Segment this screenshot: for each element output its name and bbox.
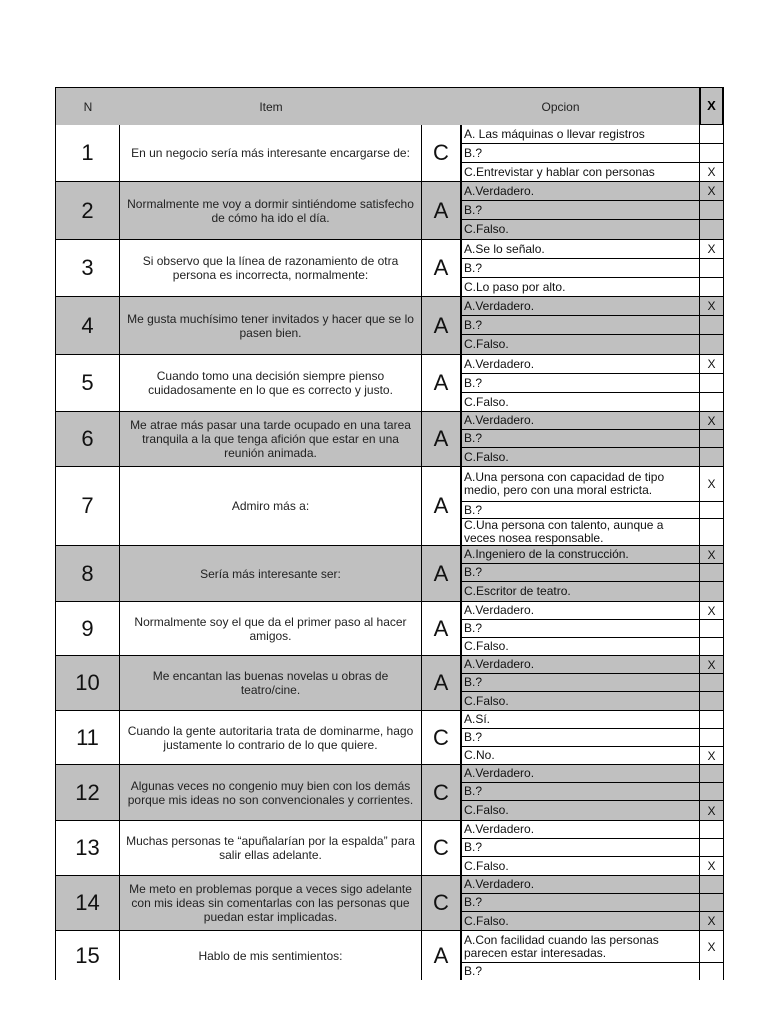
- item-number: 3: [56, 240, 120, 297]
- option-mark-cell[interactable]: [700, 711, 724, 729]
- option-text: B.?: [461, 502, 700, 519]
- item-answer-letter: C: [422, 711, 461, 765]
- item-number: 14: [56, 876, 120, 931]
- option-text: C.Falso.: [461, 692, 700, 711]
- option-text: B.?: [461, 620, 700, 638]
- item-answer-letter: A: [422, 182, 461, 240]
- item-answer-letter: A: [422, 602, 461, 656]
- option-mark-cell[interactable]: X: [700, 182, 724, 201]
- option-text: C.Falso.: [461, 638, 700, 656]
- option-mark-cell[interactable]: [700, 765, 724, 783]
- option-text: B.?: [461, 839, 700, 857]
- item-question: Normalmente me voy a dormir sintiéndome satisfecho de cómo ha ido el día.: [120, 182, 422, 240]
- item-number: 15: [56, 931, 120, 980]
- item-answer-letter: A: [422, 546, 461, 602]
- option-mark-cell[interactable]: X: [700, 602, 724, 620]
- option-text: B.?: [461, 783, 700, 801]
- item-question: Me gusta muchísimo tener invitados y hacer que se lo pasen bien.: [120, 297, 422, 355]
- option-text: C.Escritor de teatro.: [461, 582, 700, 602]
- option-mark-cell[interactable]: [700, 620, 724, 638]
- option-mark-cell[interactable]: [700, 374, 724, 393]
- item-question: Me encantan las buenas novelas u obras de teatro/cine.: [120, 656, 422, 711]
- option-text: B.?: [461, 564, 700, 582]
- item-number: 9: [56, 602, 120, 656]
- table-row: [56, 467, 724, 546]
- item-question: Me atrae más pasar una tarde ocupado en una tarea tranquila a la que tenga afición que estar en una reunión animada.: [120, 412, 422, 467]
- option-text: B.?: [461, 729, 700, 747]
- option-mark-cell[interactable]: X: [700, 163, 724, 182]
- option-mark-cell[interactable]: [700, 582, 724, 602]
- option-text: A.Verdadero.: [461, 297, 700, 316]
- table-row: [56, 711, 724, 765]
- header-x: X: [699, 87, 724, 126]
- table-row: [56, 765, 724, 821]
- option-mark-cell[interactable]: [700, 335, 724, 355]
- option-text: B.?: [461, 144, 700, 163]
- option-text: C.Falso.: [461, 801, 700, 821]
- option-mark-cell[interactable]: X: [700, 355, 724, 374]
- option-text: A.Verdadero.: [461, 602, 700, 620]
- item-number: 2: [56, 182, 120, 240]
- option-text: C.Falso.: [461, 335, 700, 355]
- option-mark-cell[interactable]: [700, 502, 724, 519]
- option-text: C.Falso.: [461, 393, 700, 412]
- table-row: [56, 355, 724, 412]
- option-text: B.?: [461, 316, 700, 335]
- table-row: [56, 125, 724, 182]
- table-row: [56, 297, 724, 355]
- option-mark-cell[interactable]: [700, 692, 724, 711]
- item-number: 11: [56, 711, 120, 765]
- option-mark-cell[interactable]: [700, 316, 724, 335]
- table-row: [56, 821, 724, 876]
- item-question: Si observo que la línea de razonamiento de otra persona es incorrecta, normalmente:: [120, 240, 422, 297]
- option-mark-cell[interactable]: X: [700, 747, 724, 765]
- option-text: C.Falso.: [461, 857, 700, 876]
- item-answer-letter: C: [422, 876, 461, 931]
- option-text: A.Verdadero.: [461, 355, 700, 374]
- item-number: 13: [56, 821, 120, 876]
- option-mark-cell[interactable]: [700, 259, 724, 278]
- item-question: Me meto en problemas porque a veces sigo adelante con mis ideas sin comentarlas con las personas que puedan estar implicadas.: [120, 876, 422, 931]
- item-question: Algunas veces no congenio muy bien con los demás porque mis ideas no son convencionales y corrientes.: [120, 765, 422, 821]
- option-mark-cell[interactable]: X: [700, 857, 724, 876]
- item-answer-letter: A: [422, 467, 461, 546]
- item-answer-letter: C: [422, 821, 461, 876]
- table-header: [56, 88, 724, 125]
- option-text: B.?: [461, 430, 700, 448]
- option-mark-cell[interactable]: X: [700, 546, 724, 564]
- questionnaire-table: [55, 87, 724, 980]
- option-text: B.?: [461, 894, 700, 912]
- item-number: 1: [56, 125, 120, 182]
- item-answer-letter: A: [422, 656, 461, 711]
- option-mark-cell[interactable]: X: [700, 656, 724, 674]
- option-text: B.?: [461, 201, 700, 220]
- option-text: B.?: [461, 674, 700, 692]
- option-mark-cell[interactable]: [700, 638, 724, 656]
- option-mark-cell[interactable]: [700, 201, 724, 220]
- table-row: [56, 412, 724, 467]
- item-number: 10: [56, 656, 120, 711]
- option-text: A.Ingeniero de la construcción.: [461, 546, 700, 564]
- option-text: A.Con facilidad cuando las personas parecen estar interesadas.: [461, 931, 700, 963]
- item-number: 12: [56, 765, 120, 821]
- option-text: A.Sí.: [461, 711, 700, 729]
- option-mark-cell[interactable]: [700, 821, 724, 839]
- header-item: Item: [259, 99, 283, 114]
- option-text: C.Una persona con talento, aunque a veces nosea responsable.: [461, 519, 700, 546]
- option-text: B.?: [461, 259, 700, 278]
- item-question: Sería más interesante ser:: [120, 546, 422, 602]
- option-text: A.Verdadero.: [461, 182, 700, 201]
- option-mark-cell[interactable]: X: [700, 931, 724, 963]
- option-mark-cell[interactable]: [700, 783, 724, 801]
- table-row: [56, 931, 724, 980]
- option-mark-cell[interactable]: [700, 278, 724, 297]
- option-mark-cell[interactable]: X: [700, 467, 724, 502]
- option-mark-cell[interactable]: [700, 220, 724, 240]
- option-mark-cell[interactable]: [700, 448, 724, 467]
- option-text: B.?: [461, 963, 700, 980]
- item-question: Cuando tomo una decisión siempre pienso cuidadosamente en lo que es correcto y justo.: [120, 355, 422, 412]
- option-mark-cell[interactable]: [700, 729, 724, 747]
- item-question: En un negocio sería más interesante encargarse de:: [120, 125, 422, 182]
- option-text: A.Una persona con capacidad de tipo medio, pero con una moral estricta.: [461, 467, 700, 502]
- option-text: A.Verdadero.: [461, 765, 700, 783]
- option-mark-cell[interactable]: [700, 564, 724, 582]
- option-text: C.Falso.: [461, 448, 700, 467]
- option-mark-cell[interactable]: [700, 839, 724, 857]
- option-text: A.Verdadero.: [461, 412, 700, 430]
- item-number: 5: [56, 355, 120, 412]
- option-text: C.Entrevistar y hablar con personas: [461, 163, 700, 182]
- item-number: 4: [56, 297, 120, 355]
- option-text: A. Las máquinas o llevar registros: [461, 125, 700, 144]
- table-row: [56, 656, 724, 711]
- item-answer-letter: A: [422, 931, 461, 980]
- option-text: C.No.: [461, 747, 700, 765]
- item-answer-letter: A: [422, 355, 461, 412]
- option-mark-cell[interactable]: [700, 876, 724, 894]
- table-row: [56, 182, 724, 240]
- item-number: 8: [56, 546, 120, 602]
- option-mark-cell[interactable]: [700, 674, 724, 692]
- header-opcion: Opcion: [541, 99, 580, 114]
- option-mark-cell[interactable]: [700, 430, 724, 448]
- option-mark-cell[interactable]: [700, 519, 724, 546]
- table-row: [56, 602, 724, 656]
- item-answer-letter: C: [422, 125, 461, 182]
- item-answer-letter: C: [422, 765, 461, 821]
- item-answer-letter: A: [422, 412, 461, 467]
- option-mark-cell[interactable]: [700, 963, 724, 980]
- item-answer-letter: A: [422, 297, 461, 355]
- item-question: Cuando la gente autoritaria trata de dominarme, hago justamente lo contrario de lo que quiere.: [120, 711, 422, 765]
- table-row: [56, 240, 724, 297]
- option-mark-cell[interactable]: X: [700, 412, 724, 430]
- item-answer-letter: A: [422, 240, 461, 297]
- table-row: [56, 876, 724, 931]
- option-text: A.Se lo señalo.: [461, 240, 700, 259]
- item-question: Muchas personas te “apuñalarían por la espalda” para salir ellas adelante.: [120, 821, 422, 876]
- option-text: C.Falso.: [461, 220, 700, 240]
- option-mark-cell[interactable]: [700, 393, 724, 412]
- option-text: C.Falso.: [461, 912, 700, 931]
- header-n: N: [83, 99, 93, 114]
- option-mark-cell[interactable]: X: [700, 801, 724, 821]
- option-text: B.?: [461, 374, 700, 393]
- option-text: A.Verdadero.: [461, 656, 700, 674]
- option-text: C.Lo paso por alto.: [461, 278, 700, 297]
- option-text: A.Verdadero.: [461, 821, 700, 839]
- item-number: 6: [56, 412, 120, 467]
- item-question: Admiro más a:: [120, 467, 422, 546]
- option-mark-cell[interactable]: X: [700, 912, 724, 931]
- option-mark-cell[interactable]: [700, 125, 724, 144]
- item-number: 7: [56, 467, 120, 546]
- item-question: Hablo de mis sentimientos:: [120, 931, 422, 980]
- option-mark-cell[interactable]: [700, 894, 724, 912]
- item-question: Normalmente soy el que da el primer paso al hacer amigos.: [120, 602, 422, 656]
- option-mark-cell[interactable]: X: [700, 240, 724, 259]
- option-mark-cell[interactable]: [700, 144, 724, 163]
- option-text: A.Verdadero.: [461, 876, 700, 894]
- table-row: [56, 546, 724, 602]
- option-mark-cell[interactable]: X: [700, 297, 724, 316]
